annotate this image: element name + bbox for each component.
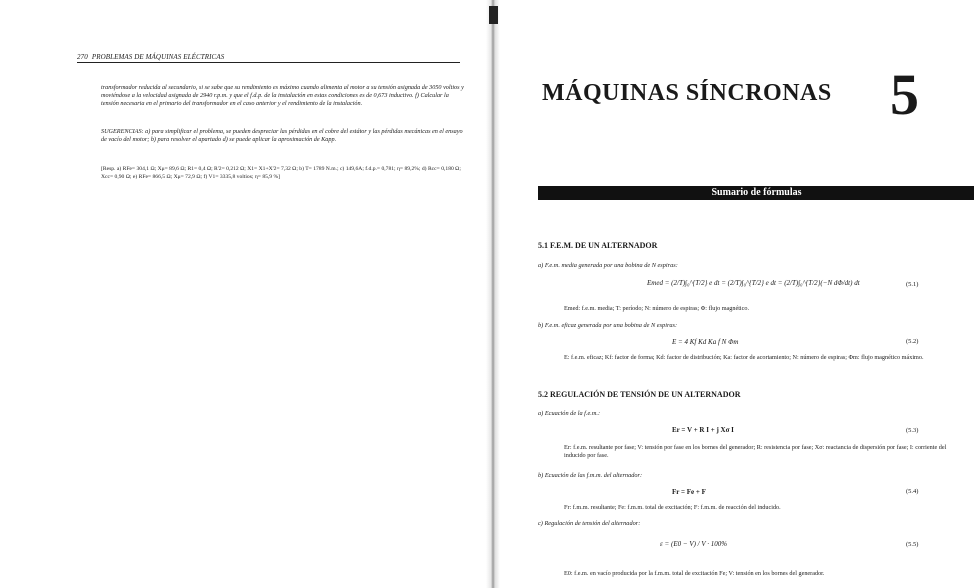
equation-number: (5.3) [906,427,919,434]
equation-number: (5.1) [906,281,919,288]
equation-5-3: Er = V + R I + j Xσ I [672,426,734,434]
equation-explanation: E0: f.e.m. en vacío producida por la f.m.m. total de excitación Fe; V: tensión en los bornes del generador. [564,570,825,577]
subsection-label: c) Regulación de tensión del alternador: [538,520,641,527]
section-heading-5-1: 5.1 F.E.M. DE UN ALTERNADOR [538,241,658,250]
equation-5-1: Emed = (2/T)∫₀^{T/2} e dt = (2/T)∫₀^{T/2} e dt = (2/T)∫₀^{T/2}(−N dΦ/dt) dt [647,279,860,287]
book-spine [486,0,500,588]
equation-5-2: E = 4 Kf Kd Ka f N Φm [672,338,739,346]
equation-number: (5.4) [906,488,919,495]
equation-explanation: Er: f.e.m. resultante por fase; V: tensión por fase en los bornes del generador; R: resistencia por fase; Xσ: reactancia de dispersión por fase; I: corriente del inducido por fase. [564,444,947,459]
equation-number: (5.2) [906,338,919,345]
problem-text: transformador reducida al secundario, si se sabe que su rendimiento es máximo cuando alimenta al motor a su tensión asignada de 3050 voltios y moviéndose a la velocidad asignada de 2940 r.p.m. y que el f.d.p. de la instalación en estas condiciones es de 0,673 inductivo. f) Calcular la tensión necesaria en el primario del transformador en el caso anterior y el rendimiento de la instalación. [101,84,464,108]
chapter-number: 5 [890,62,919,127]
section-heading-5-2: 5.2 REGULACIÓN DE TENSIÓN DE UN ALTERNADOR [538,390,741,399]
spine-shadow [489,6,498,24]
page-number: 270 [77,53,88,61]
equation-5-5: ε = (E0 − V) / V · 100% [660,540,728,548]
equation-explanation: E: f.e.m. eficaz; Kf: factor de forma; Kd: factor de distribución; Ka: factor de acortamiento; N: número de espiras; Φm: flujo magnético máximo. [564,354,924,361]
chapter-title: MÁQUINAS SÍNCRONAS [542,80,832,106]
equation-5-4: Fr = Fe + F [672,488,706,496]
subsection-label: a) F.e.m. media generada por una bobina de N espiras: [538,262,678,269]
running-head-title: PROBLEMAS DE MÁQUINAS ELÉCTRICAS [91,53,225,61]
subsection-label: b) F.e.m. eficaz generada por una bobina de N espiras: [538,322,678,329]
header-rule [77,62,460,63]
subsection-label: a) Ecuación de la f.e.m.: [538,410,601,417]
answer-text: [Resp. a) RFe= 304,1 Ω; Xμ= 89,6 Ω; R1= 0,4 Ω; R'2= 0,212 Ω; X1= X1+X'2= 7,32 Ω; b) T= 1789 N.m.; c) 149,6A; f.d.p.= 0,781; η= 89,2%; d) Rcc= 0,180 Ω; Xcc= 0,90 Ω; e) RFe= 866,5 Ω; Xμ= 72,9 Ω; f) V1= 3335,8 voltios; η= 85,9 %] [101,166,461,180]
suggestions-text: SUGERENCIAS: a) para simplificar el problema, se pueden despreciar las pérdidas en el cobre del estátor y las pérdidas mecánicas en el ensayo de vacío del motor; b) para resolver el apartado d) se puede aplicar la aproximación de Kapp. [101,128,463,144]
right-page [502,0,974,588]
subsection-label: b) Ecuación de las f.m.m. del alternador: [538,472,643,479]
equation-number: (5.5) [906,541,919,548]
equation-explanation: Emed: f.e.m. media; T: período; N: número de espiras; Φ: flujo magnético. [564,305,750,312]
summary-heading: Sumario de fórmulas [538,186,974,200]
running-head [77,53,224,61]
equation-explanation: Fr: f.m.m. resultante; Fe: f.m.m. total de excitación; F: f.m.m. de reacción del inducido. [564,504,781,511]
